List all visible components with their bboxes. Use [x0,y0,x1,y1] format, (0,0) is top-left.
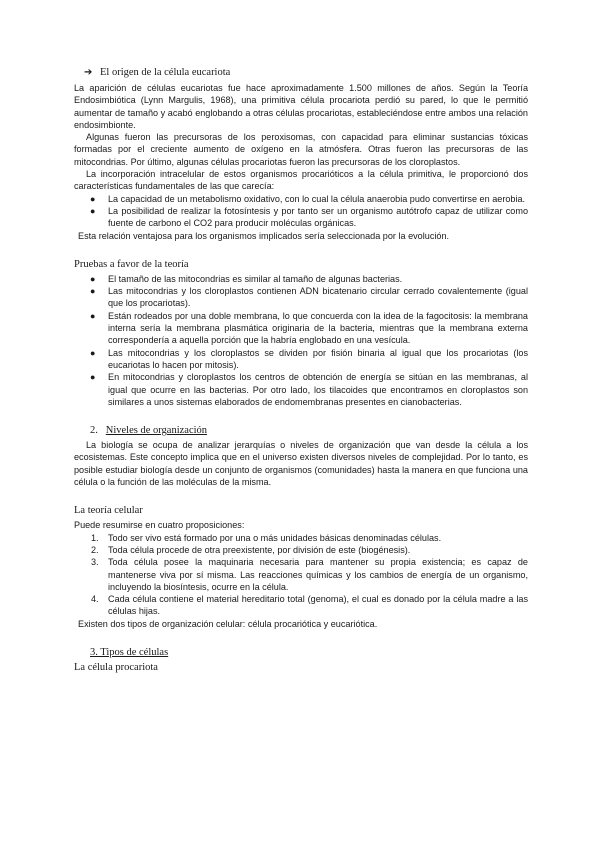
bullet-list-pruebas [74,273,528,408]
section-heading-origen: ➔ El origen de la célula eucariota [84,67,231,78]
bullet-icon: ● [90,286,96,297]
paragraph-origen-4: Esta relación ventajosa para los organismos implicados sería seleccionada por la evolución. [78,230,450,241]
paragraph-niveles: La biología se ocupa de analizar jerarquías o niveles de organización que van desde la célula a los ecosistemas. Este concepto implica que en el universo existen diversos niveles de complejidad. Por lo tanto, es posible estudiar biología desde un conjunto de organismos (comunidades) hasta la manera en que funciona una célula o la función de las moléculas de la misma. [74,440,528,488]
list-item: ● La posibilidad de realizar la fotosíntesis y por tanto ser un organismo autótrofo capaz de utilizar como fuente de carbono el CO2 para producir moléculas orgánicas. [90,205,528,229]
list-item: ● En mitocondrias y cloroplastos los centros de obtención de energía se sitúan en las membranas, al igual que ocurre en las bacterias. Por otro lado, los tilacoides que encontramos en cloroplastos son similares a unos sistemas elaborados de endomembranas presentes en cianobacterias. [90,372,528,407]
list-item: ● Las mitocondrias y los cloroplastos contienen ADN bicatenario circular cerrado covalentemente (igual que los procariotas). [90,286,528,309]
bullet-icon: ● [90,205,96,216]
bullet-icon: ● [90,193,96,204]
list-item: ● La capacidad de un metabolismo oxidativo, con lo cual la célula anaerobia pudo convertirse en aerobia. [90,193,526,204]
list-item: 4. Cada célula contiene el material hereditario total (genoma), el cual es donado por la célula madre a las células hijas. [91,594,528,617]
list-item: 3. Toda célula posee la maquinaria necesaria para mantener su propia existencia; es capaz de mantenerse viva por sí misma. Las reacciones químicas y los cambios de energía de un organismo, incluyendo la biosíntesis, ocurre en la célula. [91,557,528,592]
list-item: 2. Toda célula procede de otra preexistente, por división de este (biogénesis). [91,544,411,555]
list-item: ● Están rodeados por una doble membrana, lo que concuerda con la idea de la fagocitosis: la membrana interna sería la membrana plasmática originaria de la bacteria, mientras que la membrana externa correspondería a aquella porción que la habría englobado en una vesícula. [90,310,528,346]
paragraph-origen-1: La aparición de células eucariotas fue hace aproximadamente 1.500 millones de años. Según la Teoría Endosimbiótica (Lynn Margulis, 1968), una primitiva célula procariota perdió su pared, lo que le permitió aumentar de tamaño y acabó englobando a otras células procariotas, estableciéndose entre ambos una relación endosimbionte. [74,83,528,130]
bullet-list-origen [74,193,528,230]
bullet-icon: ● [90,372,96,383]
paragraph-teoria-intro: Puede resumirse en cuatro proposiciones: [74,520,245,531]
bullet-icon: ● [90,273,96,284]
section-heading-niveles: 2. Niveles de organización [90,425,208,437]
section-heading-pruebas: Pruebas a favor de la teoría [74,258,189,270]
list-item: ● Las mitocondrias y los cloroplastos se dividen por fisión binaria al igual que los procariotas (los eucariotas lo hacen por mitosis). [90,347,528,370]
list-item: 1. Todo ser vivo está formado por una o más unidades básicas denominadas células. [91,532,442,543]
right-arrow-icon: ➔ [84,67,93,78]
bullet-icon: ● [90,310,96,321]
subheading-celula-procariota: La célula procariota [74,661,158,673]
bullet-icon: ● [90,347,96,358]
paragraph-origen-3: La incorporación intracelular de estos organismos procarióticos a la célula primitiva, le proporcionó dos características fundamentales de las que carecía: [74,169,528,192]
document-page [74,66,528,676]
section-heading-teoria-celular: La teoría celular [74,505,143,517]
section-heading-tipos: 3. Tipos de células [90,646,169,658]
numbered-list-teoria [74,532,528,618]
paragraph-origen-2: Algunas fueron las precursoras de los peroxisomas, con capacidad para eliminar sustancias tóxicas formadas por el creciente aumento de oxígeno en la atmósfera. Otras fueron las precursoras de las mitocondrias. Por último, algunas células procariotas fueron las precursoras de los cloroplastos. [74,132,528,167]
list-item: ● El tamaño de las mitocondrias es similar al tamaño de algunas bacterias. [90,273,403,284]
paragraph-teoria-outro: Existen dos tipos de organización celular: célula procariótica y eucariótica. [78,618,378,629]
